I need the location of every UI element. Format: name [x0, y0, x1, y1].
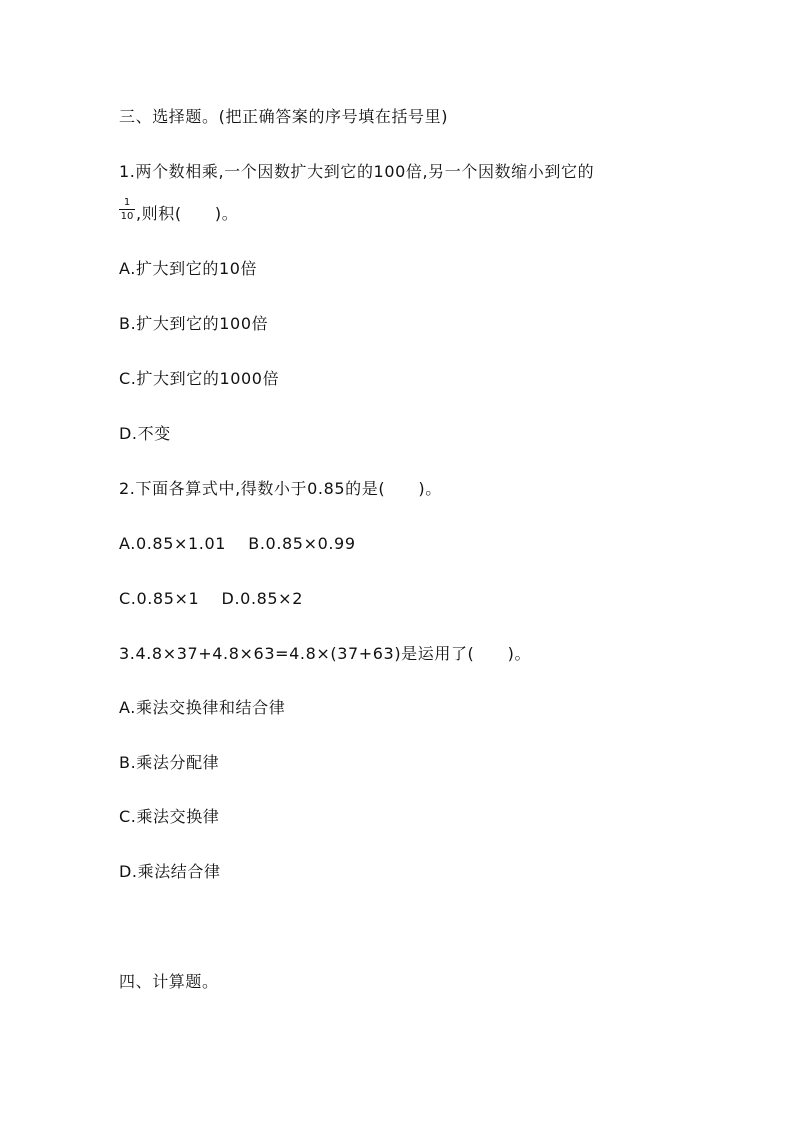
question-3-option-c: C.乘法交换律	[119, 807, 220, 826]
question-1-option-b: B.扩大到它的100倍	[119, 314, 269, 333]
question-2-options-row-2: C.0.85×1 D.0.85×2	[119, 589, 303, 608]
question-1-stem: 1.两个数相乘,一个因数扩大到它的100倍,另一个因数缩小到它的	[119, 162, 595, 181]
fraction-denominator: 10	[120, 211, 134, 222]
question-1-option-c: C.扩大到它的1000倍	[119, 369, 280, 388]
section-4-title: 四、计算题。	[119, 972, 219, 991]
question-3-option-a: A.乘法交换律和结合律	[119, 698, 286, 717]
question-3-option-d: D.乘法结合律	[119, 862, 221, 881]
section-3-title: 三、选择题。(把正确答案的序号填在括号里)	[119, 107, 449, 126]
question-3-stem: 3.4.8×37+4.8×63=4.8×(37+63)是运用了( )。	[119, 644, 532, 663]
question-1-option-a: A.扩大到它的10倍	[119, 259, 258, 278]
question-2-stem: 2.下面各算式中,得数小于0.85的是( )。	[119, 479, 442, 498]
fraction-numerator: 1	[119, 197, 135, 210]
question-1-option-d: D.不变	[119, 424, 171, 443]
question-1-stem-continued: ,则积( )。	[136, 204, 239, 223]
question-2-options-row-1: A.0.85×1.01 B.0.85×0.99	[119, 534, 356, 553]
question-1-fraction	[119, 197, 135, 222]
question-3-option-b: B.乘法分配律	[119, 753, 220, 772]
